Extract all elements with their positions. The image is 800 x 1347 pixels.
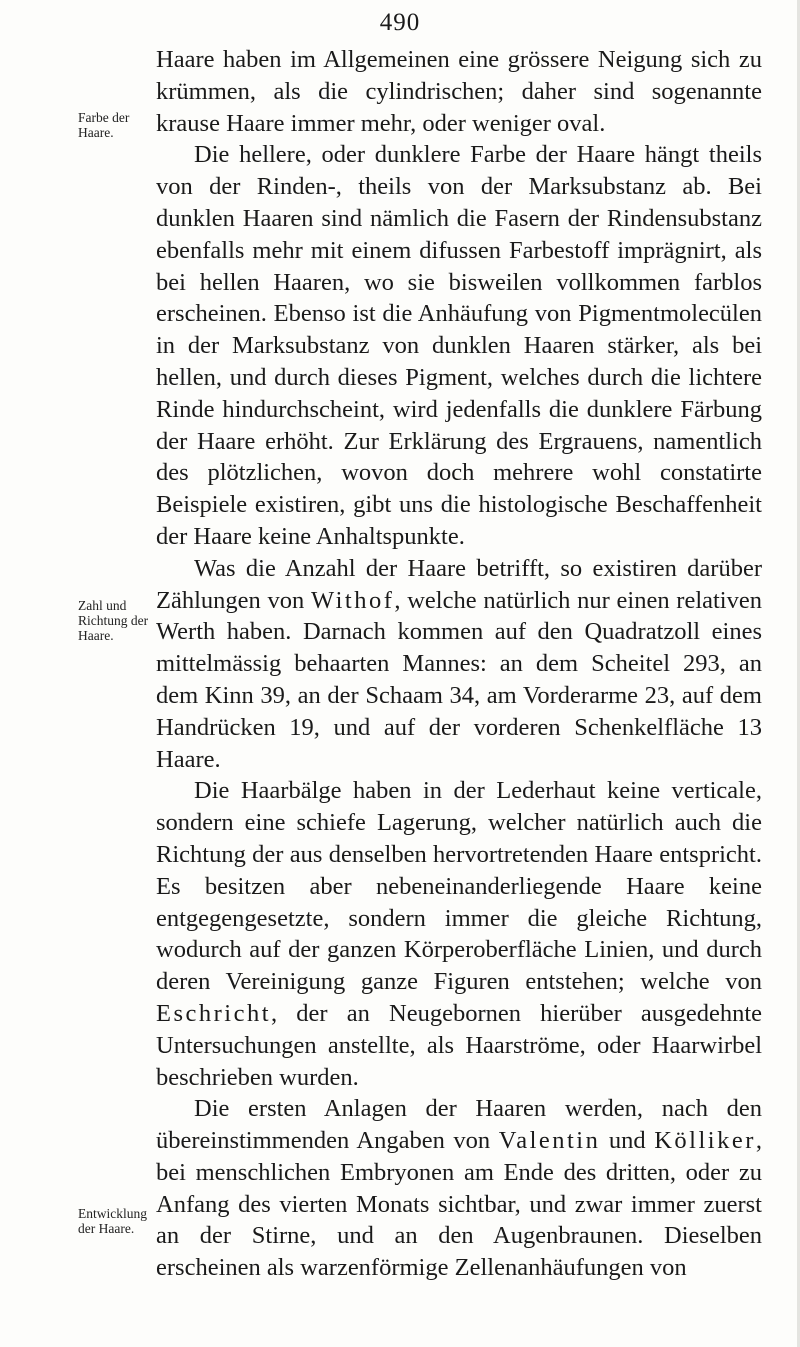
author-name-withof: Withof: [310, 586, 395, 614]
page-number: 490: [379, 9, 421, 36]
paragraph-4: [156, 775, 762, 1093]
paragraph-2: Die hellere, oder dunklere Farbe der Haare hängt theils von der Rinden-, theils von der Marksubstanz ab. Bei dunklen Haaren sind nämlich die Fasern der Rindensubstanz ebenfalls mehr mit einem difussen Farbestoff imprägnirt, als bei hellen Haaren, wo sie bisweilen vollkommen farblos erscheinen. Ebenso ist die Anhäufung von Pigmentmolecülen in der Marksubstanz von dunklen Haaren stärker, als bei hellen, und durch dieses Pigment, welches durch die lichtere Rinde hindurchscheint, wird jedenfalls die dunklere Färbung der Haare erhöht. Zur Erklärung des Ergrauens, namentlich des plötzlichen, wovon doch mehrere wohl constatirte Beispiele existiren, gibt uns die histologische Beschaffenheit der Haare keine Anhaltspunkte.: [156, 141, 762, 550]
body-text: [156, 44, 762, 1284]
paragraph-3-text-b: , welche natürlich nur einen relativen Werth haben. Darnach kommen auf den Quadratzoll eines mittelmässig behaarten Mannes: an dem Scheitel 293, an dem Kinn 39, an der Schaam 34, am Vorderarme 23, auf dem Handrücken 19, und auf der vorderen Schenkelfläche 13 Haare.: [156, 586, 762, 773]
sidenote-entwicklung: Entwicklung der Haare.: [78, 1206, 147, 1236]
paragraph-5-text-b: , bei menschlichen Embryonen am Ende des dritten, oder zu Anfang des vierten Monats sichtbar, und zwar immer zuerst an der Stirne, und an den Augenbraunen. Dieselben erscheinen als warzenförmige Zellenanhäufungen von: [156, 1127, 762, 1282]
author-name-koelliker: Kölliker: [654, 1127, 756, 1155]
paragraph-5-text-a: Die ersten Anlagen der Haaren werden, nach den übereinstimmenden Angaben von: [156, 1095, 762, 1155]
author-name-valentin: Valentin: [498, 1127, 601, 1155]
paragraph-5-text-mid: und: [600, 1127, 655, 1155]
author-name-eschricht: Eschricht: [156, 999, 272, 1027]
paragraph-3: [156, 553, 762, 776]
paragraph-1: Haare haben im Allgemeinen eine grössere Neigung sich zu krümmen, als die cylindrischen; daher sind sogenannte krause Haare immer mehr, oder weniger oval.: [156, 46, 762, 137]
sidenote-farbe: Farbe der Haare.: [78, 110, 130, 140]
paragraph-3-text-a: Was die Anzahl der Haare betrifft, so existiren darüber Zählungen von: [156, 554, 762, 614]
sidenote-zahl: Zahl und Richtung der Haare.: [78, 598, 149, 643]
paragraph-4-text-a: Die Haarbälge haben in der Lederhaut keine verticale, sondern eine schiefe Lagerung, welcher natürlich auch die Richtung der aus denselben hervortretenden Haare entspricht. Es besitzen aber nebeneinanderliegende Haare keine entgegengesetzte, sondern immer die gleiche Richtung, wodurch auf der ganzen Körperoberfläche Linien, und durch deren Vereinigung ganze Figuren entstehen; welche von: [156, 777, 762, 996]
paragraph-5: [156, 1093, 762, 1284]
paragraph-4-text-b: , der an Neugebornen hierüber ausgedehnte Untersuchungen anstellte, als Haarströme, oder Haarwirbel beschrieben wurden.: [156, 999, 762, 1091]
